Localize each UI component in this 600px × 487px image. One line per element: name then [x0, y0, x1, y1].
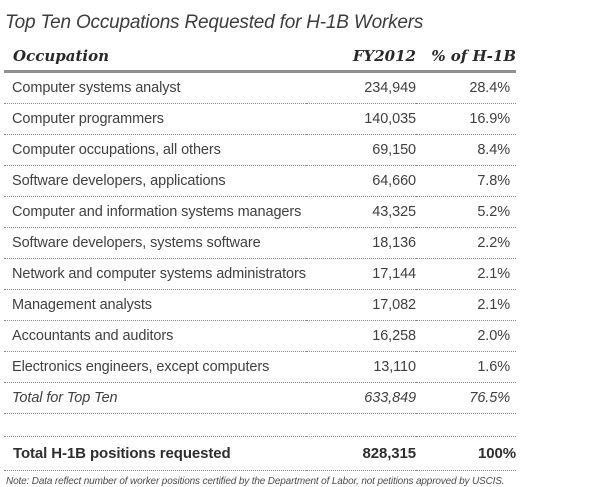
subtotal-label: Total for Top Ten: [4, 383, 306, 414]
pct-cell: 5.2%: [416, 197, 516, 228]
occupation-cell: Network and computer systems administrators: [4, 259, 306, 290]
grand-total-pct: 100%: [416, 437, 516, 471]
table-row: [4, 72, 516, 104]
table-row: [4, 290, 516, 321]
occupation-cell: Electronics engineers, except computers: [4, 352, 306, 383]
fy2012-cell: 13,110: [306, 352, 416, 383]
fy2012-cell: 43,325: [306, 197, 416, 228]
occupation-cell: Management analysts: [4, 290, 306, 321]
table-row: [4, 135, 516, 166]
table-row: [4, 228, 516, 259]
pct-cell: 2.1%: [416, 259, 516, 290]
table-row: [4, 321, 516, 352]
grand-total-label: Total H-1B positions requested: [4, 437, 306, 471]
fy2012-cell: 16,258: [306, 321, 416, 352]
grand-total-fy2012: 828,315: [306, 437, 416, 471]
table-row: [4, 166, 516, 197]
pct-cell: 1.6%: [416, 352, 516, 383]
subtotal-row: [4, 383, 516, 414]
table-row: [4, 352, 516, 383]
occupation-cell: Computer programmers: [4, 104, 306, 135]
column-header-occupation: Occupation: [4, 47, 306, 72]
fy2012-cell: 234,949: [306, 72, 416, 104]
fy2012-cell: 17,144: [306, 259, 416, 290]
pct-cell: 2.0%: [416, 321, 516, 352]
grand-total-row: [4, 437, 516, 471]
occupation-cell: Software developers, systems software: [4, 228, 306, 259]
column-header-pct: % of H-1B: [416, 47, 516, 72]
pct-cell: 2.1%: [416, 290, 516, 321]
column-header-fy2012: FY2012: [306, 47, 416, 72]
table-row: [4, 104, 516, 135]
pct-cell: 16.9%: [416, 104, 516, 135]
occupation-cell: Software developers, applications: [4, 166, 306, 197]
subtotal-pct: 76.5%: [416, 383, 516, 414]
occupation-cell: Accountants and auditors: [4, 321, 306, 352]
occupations-table: [4, 47, 516, 471]
pct-cell: 28.4%: [416, 72, 516, 104]
pct-cell: 7.8%: [416, 166, 516, 197]
table-row: [4, 197, 516, 228]
subtotal-fy2012: 633,849: [306, 383, 416, 414]
pct-cell: 2.2%: [416, 228, 516, 259]
fy2012-cell: 17,082: [306, 290, 416, 321]
table-row: [4, 259, 516, 290]
fy2012-cell: 140,035: [306, 104, 416, 135]
fy2012-cell: 69,150: [306, 135, 416, 166]
header-row: [4, 47, 516, 72]
occupation-cell: Computer occupations, all others: [4, 135, 306, 166]
occupation-cell: Computer systems analyst: [4, 72, 306, 104]
fy2012-cell: 18,136: [306, 228, 416, 259]
pct-cell: 8.4%: [416, 135, 516, 166]
occupation-cell: Computer and information systems managers: [4, 197, 306, 228]
spacer-row: [4, 414, 516, 437]
spacer-cell: [4, 414, 516, 437]
fy2012-cell: 64,660: [306, 166, 416, 197]
footnote: Note: Data reflect number of worker positions certified by the Department of Labor, not petitions approved by USCIS.: [6, 476, 505, 487]
figure-title: Top Ten Occupations Requested for H-1B Workers: [5, 12, 424, 33]
